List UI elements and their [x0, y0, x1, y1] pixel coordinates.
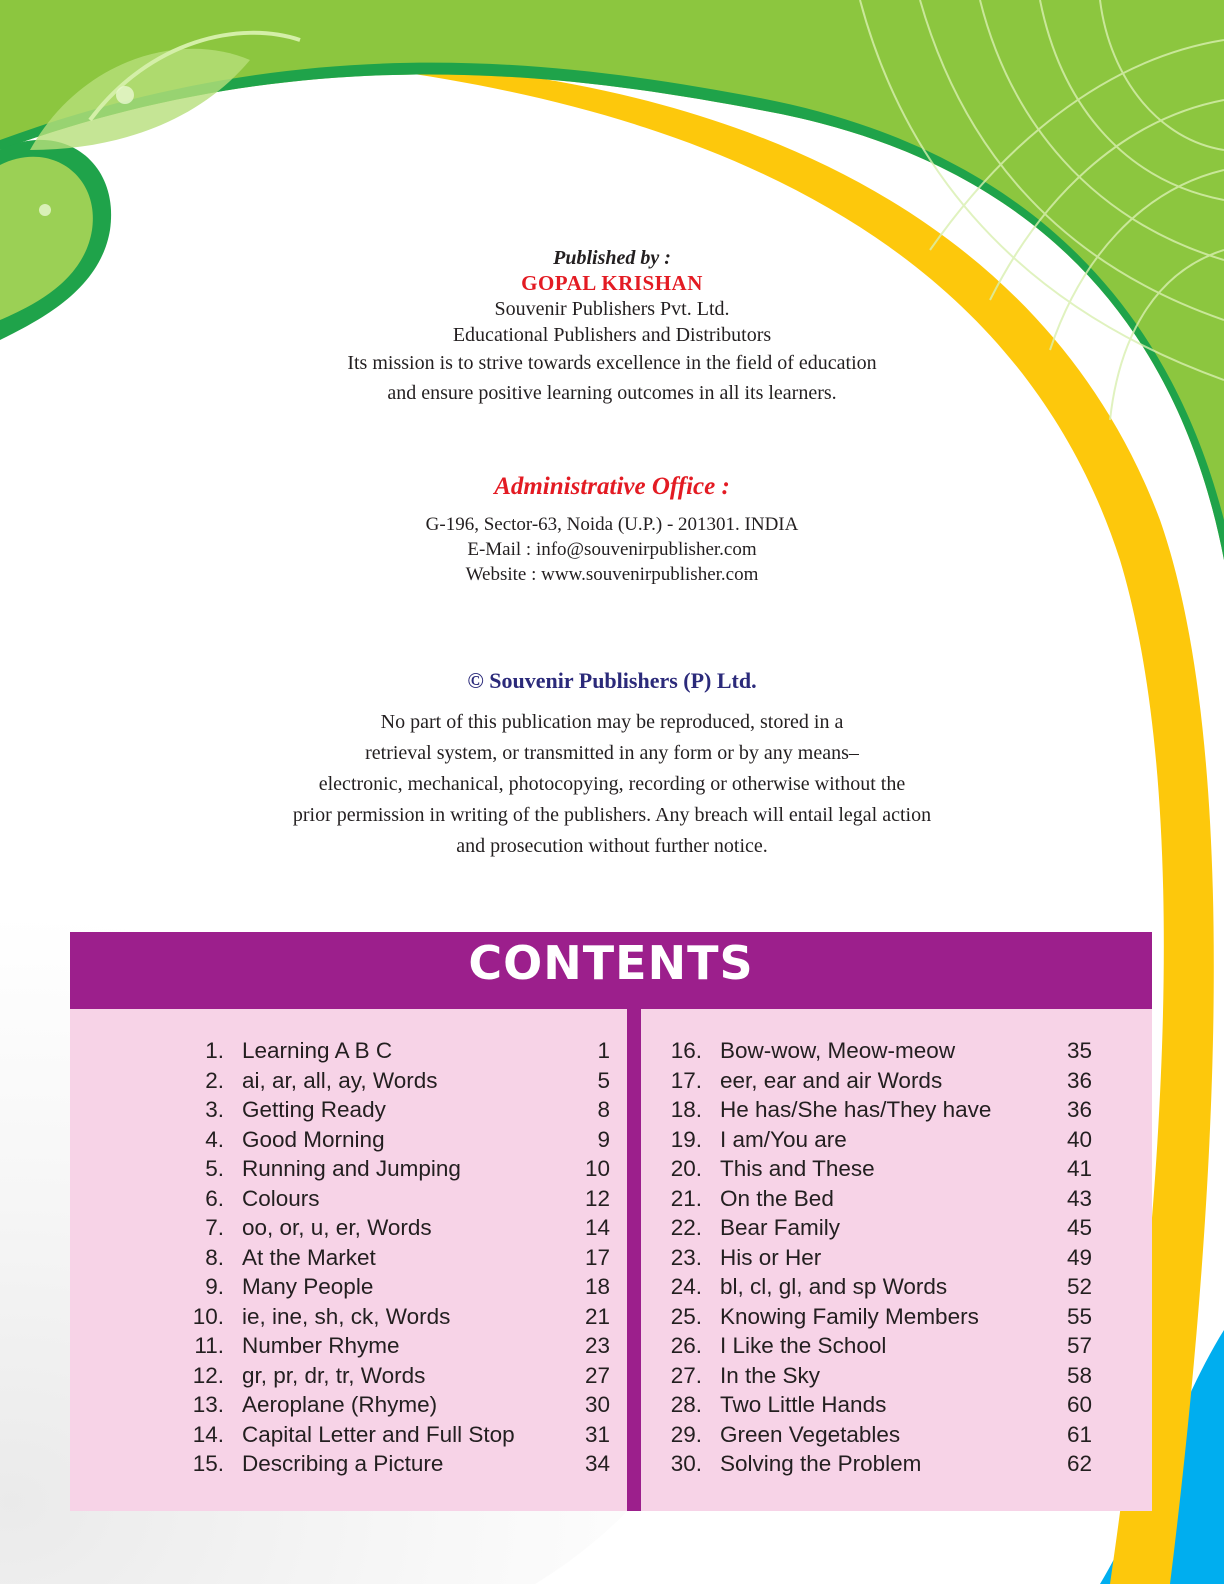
chapter-page: 40: [1066, 1126, 1092, 1152]
contents-row: [180, 1125, 610, 1155]
chapter-number: 1.: [205, 1038, 224, 1063]
chapter-number: 10.: [192, 1303, 224, 1329]
chapter-title: I am/You are: [720, 1126, 847, 1152]
chapter-number: 30.: [670, 1451, 702, 1476]
contents-row: [658, 1213, 1092, 1243]
mission-line-1: Its mission is to strive towards excellence in the field of education: [347, 352, 877, 374]
chapter-number: 13.: [192, 1392, 224, 1417]
chapter-number: 15.: [192, 1451, 224, 1476]
chapter-number: 28.: [670, 1392, 702, 1417]
chapter-title: Solving the Problem: [720, 1451, 922, 1476]
admin-office-details: [0, 512, 1224, 587]
chapter-page: 8: [597, 1097, 610, 1122]
chapter-page: 43: [1066, 1185, 1092, 1211]
chapter-title: This and These: [720, 1156, 875, 1181]
copyright-notice: [0, 707, 1224, 862]
chapter-page: 23: [584, 1333, 610, 1358]
chapter-title: Bear Family: [720, 1215, 841, 1240]
chapter-page: 1: [597, 1038, 610, 1063]
contents-row: [180, 1331, 610, 1361]
chapter-number: 11.: [194, 1333, 224, 1358]
chapter-title: Two Little Hands: [720, 1392, 887, 1417]
chapter-number: 25.: [670, 1303, 702, 1329]
copyright-line: No part of this publication may be reproduced, stored in a: [380, 711, 844, 733]
admin-website: Website : www.souvenirpublisher.com: [465, 564, 759, 585]
chapter-number: 14.: [192, 1421, 224, 1447]
chapter-title: gr, pr, dr, tr, Words: [242, 1362, 426, 1388]
contents-row: [180, 1036, 610, 1066]
chapter-page: 58: [1066, 1362, 1092, 1388]
chapter-page: 34: [584, 1451, 610, 1476]
chapter-title: On the Bed: [720, 1185, 834, 1211]
chapter-title: bl, cl, gl, and sp Words: [720, 1274, 948, 1299]
contents-row: [180, 1095, 610, 1125]
chapter-page: 49: [1066, 1244, 1092, 1270]
chapter-number: 7.: [205, 1215, 224, 1240]
chapter-number: 21.: [670, 1185, 702, 1211]
chapter-number: 9.: [205, 1274, 224, 1299]
chapter-title: Learning A B C: [242, 1038, 393, 1063]
chapter-title: Bow-wow, Meow-meow: [720, 1038, 956, 1063]
chapter-number: 16.: [670, 1038, 702, 1063]
mission-line-2: and ensure positive learning outcomes in all its learners.: [387, 382, 837, 404]
contents-row: [658, 1154, 1092, 1184]
chapter-title: oo, or, u, er, Words: [242, 1215, 432, 1240]
chapter-number: 19.: [670, 1126, 702, 1152]
chapter-number: 3.: [205, 1097, 224, 1122]
contents-row: [658, 1420, 1092, 1450]
contents-row: [658, 1184, 1092, 1214]
chapter-number: 4.: [205, 1126, 224, 1152]
company-name: Souvenir Publishers Pvt. Ltd.: [494, 298, 730, 320]
contents-row: [180, 1066, 610, 1096]
copyright-line: prior permission in writing of the publishers. Any breach will entail legal action: [292, 804, 932, 826]
chapter-number: 27.: [670, 1362, 702, 1388]
contents-row: [658, 1243, 1092, 1273]
chapter-number: 29.: [670, 1421, 702, 1447]
chapter-number: 22.: [670, 1215, 702, 1240]
contents-row: [180, 1184, 610, 1214]
contents-column-left: [180, 1036, 610, 1479]
chapter-page: 10: [584, 1156, 610, 1181]
chapter-number: 2.: [205, 1067, 224, 1093]
contents-column-right: [658, 1036, 1092, 1479]
contents-row: [658, 1066, 1092, 1096]
chapter-page: 45: [1066, 1215, 1092, 1240]
chapter-page: 31: [584, 1421, 610, 1447]
published-by-label: Published by :: [553, 247, 671, 269]
chapter-title: Number Rhyme: [242, 1333, 400, 1358]
contents-row: [658, 1331, 1092, 1361]
contents-row: [180, 1449, 610, 1479]
contents-row: [180, 1154, 610, 1184]
contents-row: [658, 1095, 1092, 1125]
publisher-details: [0, 296, 1224, 408]
contents-row: [658, 1125, 1092, 1155]
chapter-number: 12.: [192, 1362, 224, 1388]
chapter-number: 23.: [670, 1244, 702, 1270]
chapter-title: ai, ar, all, ay, Words: [242, 1067, 438, 1093]
chapter-page: 41: [1066, 1156, 1092, 1181]
chapter-title: Green Vegetables: [720, 1421, 901, 1447]
company-tagline: Educational Publishers and Distributors: [452, 324, 772, 346]
contents-row: [180, 1420, 610, 1450]
contents-row: [658, 1361, 1092, 1391]
chapter-number: 26.: [670, 1333, 702, 1358]
contents-row: [658, 1272, 1092, 1302]
contents-row: [658, 1390, 1092, 1420]
contents-row: [180, 1361, 610, 1391]
admin-email: E-Mail : info@souvenirpublisher.com: [467, 539, 757, 560]
contents-row: [658, 1302, 1092, 1332]
chapter-title: Good Morning: [242, 1126, 385, 1152]
chapter-title: eer, ear and air Words: [720, 1067, 943, 1093]
chapter-page: 61: [1066, 1421, 1092, 1447]
contents-row: [180, 1272, 610, 1302]
chapter-title: ie, ine, sh, ck, Words: [242, 1303, 451, 1329]
copyright-line: electronic, mechanical, photocopying, recording or otherwise without the: [318, 773, 906, 795]
chapter-number: 18.: [670, 1097, 702, 1122]
chapter-page: 21: [584, 1303, 610, 1329]
chapter-page: 27: [584, 1362, 610, 1388]
chapter-title: He has/She has/They have: [720, 1097, 992, 1122]
chapter-page: 57: [1066, 1333, 1092, 1358]
copyright-line: and prosecution without further notice.: [456, 835, 768, 857]
chapter-page: 52: [1066, 1274, 1092, 1299]
chapter-page: 55: [1066, 1303, 1092, 1329]
chapter-title: Many People: [242, 1274, 374, 1299]
chapter-title: At the Market: [242, 1244, 376, 1270]
chapter-page: 60: [1066, 1392, 1092, 1417]
chapter-title: Describing a Picture: [242, 1451, 444, 1476]
chapter-title: In the Sky: [720, 1362, 821, 1388]
chapter-title: Aeroplane (Rhyme): [242, 1392, 438, 1417]
contents-row: [658, 1449, 1092, 1479]
contents-row: [180, 1302, 610, 1332]
chapter-title: I Like the School: [720, 1333, 887, 1358]
chapter-number: 8.: [205, 1244, 224, 1270]
publisher-name: GOPAL KRISHAN: [521, 271, 703, 295]
copyright-heading: © Souvenir Publishers (P) Ltd.: [467, 668, 757, 693]
chapter-page: 18: [584, 1274, 610, 1299]
chapter-title: Capital Letter and Full Stop: [242, 1421, 515, 1447]
chapter-page: 5: [597, 1067, 610, 1093]
chapter-page: 12: [584, 1185, 610, 1211]
chapter-page: 14: [584, 1215, 610, 1240]
chapter-page: 36: [1066, 1097, 1092, 1122]
chapter-number: 20.: [670, 1156, 702, 1181]
chapter-page: 35: [1066, 1038, 1092, 1063]
chapter-page: 36: [1066, 1067, 1092, 1093]
chapter-page: 30: [584, 1392, 610, 1417]
chapter-title: His or Her: [720, 1244, 822, 1270]
contents-row: [180, 1213, 610, 1243]
admin-address: G-196, Sector-63, Noida (U.P.) - 201301. INDIA: [425, 514, 799, 535]
chapter-number: 5.: [205, 1156, 224, 1181]
admin-office-heading: Administrative Office :: [494, 473, 730, 500]
chapter-number: 6.: [205, 1185, 224, 1211]
chapter-number: 17.: [670, 1067, 702, 1093]
chapter-title: Running and Jumping: [242, 1156, 461, 1181]
chapter-title: Getting Ready: [242, 1097, 386, 1122]
chapter-page: 17: [584, 1244, 610, 1270]
chapter-page: 9: [597, 1126, 610, 1152]
contents-divider: [627, 1009, 641, 1511]
copyright-line: retrieval system, or transmitted in any form or by any means–: [365, 742, 859, 764]
chapter-title: Knowing Family Members: [720, 1303, 979, 1329]
chapter-number: 24.: [670, 1274, 702, 1299]
chapter-page: 62: [1066, 1451, 1092, 1476]
contents-row: [658, 1036, 1092, 1066]
contents-banner: [70, 932, 1152, 1009]
contents-row: [180, 1390, 610, 1420]
contents-title: CONTENTS: [468, 936, 754, 990]
contents-row: [180, 1243, 610, 1273]
chapter-title: Colours: [242, 1185, 320, 1211]
